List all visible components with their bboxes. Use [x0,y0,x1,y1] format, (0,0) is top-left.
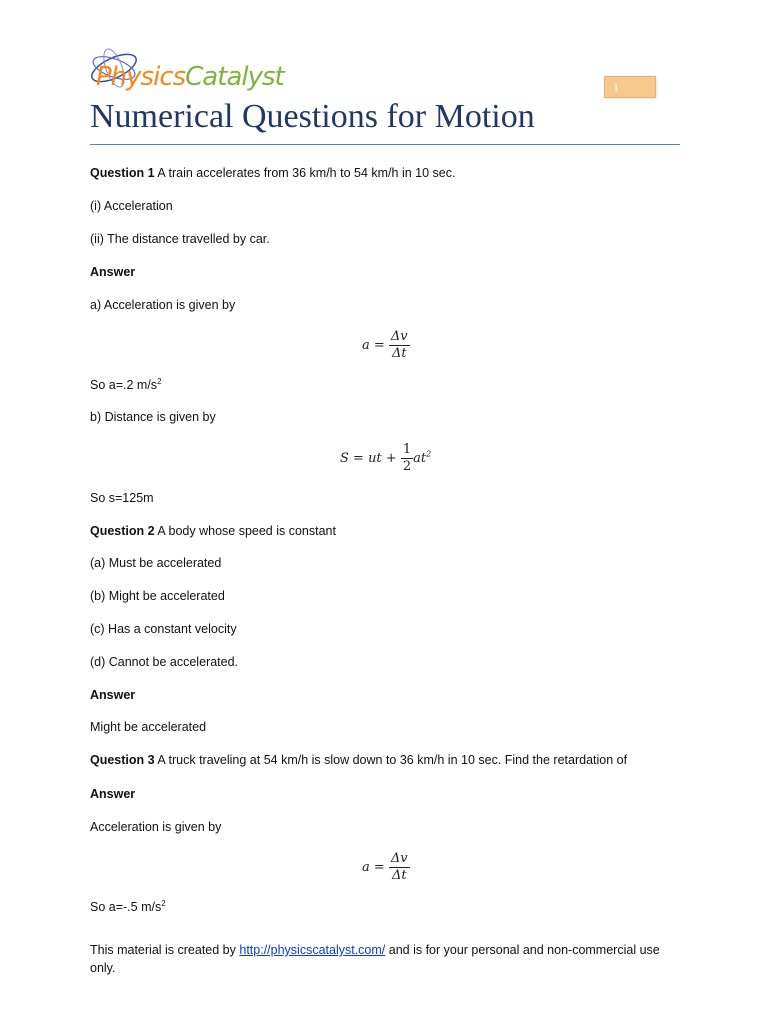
physicscatalyst-logo [86,42,284,102]
q1-result-s: So s=125m [90,491,154,505]
equation-acceleration-2: a = $\frac{\Delta v}{\Delta t}$ [362,851,408,883]
question-1 [90,166,455,180]
footer-line-1: This material is created by http://physicscatalyst.com/ and is for your personal and non-commercial use [90,943,660,957]
q2-option-d: (d) Cannot be accelerated. [90,655,239,669]
question-2-label: Question 2 [90,524,155,538]
q1-answer-label: Answer [90,265,136,279]
question-3-text: A truck traveling at 54 km/h is slow down to 36 km/h in 10 sec. Find the retardation of [157,753,628,767]
page-number: 1 [613,80,619,94]
page-title: Numerical Questions for Motion [90,98,535,135]
q1-part-i: (i) Acceleration [90,199,173,213]
logo-wordmark: PhysicsCatalyst [96,62,284,92]
question-3 [90,753,627,767]
equation-acceleration-1: a = $\frac{\Delta v}{\Delta t}$ [362,329,408,361]
page-number-badge [604,76,656,98]
physicscatalyst-link[interactable]: http://physicscatalyst.com/ [239,943,386,957]
q1-part-ii: (ii) The distance travelled by car. [90,232,270,246]
q2-option-b: (b) Might be accelerated [90,589,225,603]
q2-answer-label: Answer [90,688,136,702]
q3-result: So a=-.5 $m/s^2$ [90,899,166,915]
question-2-text: A body whose speed is constant [157,524,336,538]
q2-option-a: (a) Must be accelerated [90,556,222,570]
question-1-text: A train accelerates from 36 km/h to 54 km/h in 10 sec. [157,166,456,180]
q1-answer-a: a) Acceleration is given by [90,298,236,312]
q2-answer: Might be accelerated [90,720,207,734]
q1-result-a: So a=.2 $m/s^2$ [90,377,162,393]
equation-distance: S = ut + $\frac{1}{2}$ $at^2$ [340,442,432,474]
footer-line-2: only. [90,961,116,975]
question-2 [90,524,336,538]
question-3-label: Question 3 [90,753,155,767]
title-divider [90,144,680,145]
q3-answer-text: Acceleration is given by [90,820,222,834]
q3-answer-label: Answer [90,787,136,801]
question-1-label: Question 1 [90,166,155,180]
q2-option-c: (c) Has a constant velocity [90,622,237,636]
q1-answer-b: b) Distance is given by [90,410,216,424]
